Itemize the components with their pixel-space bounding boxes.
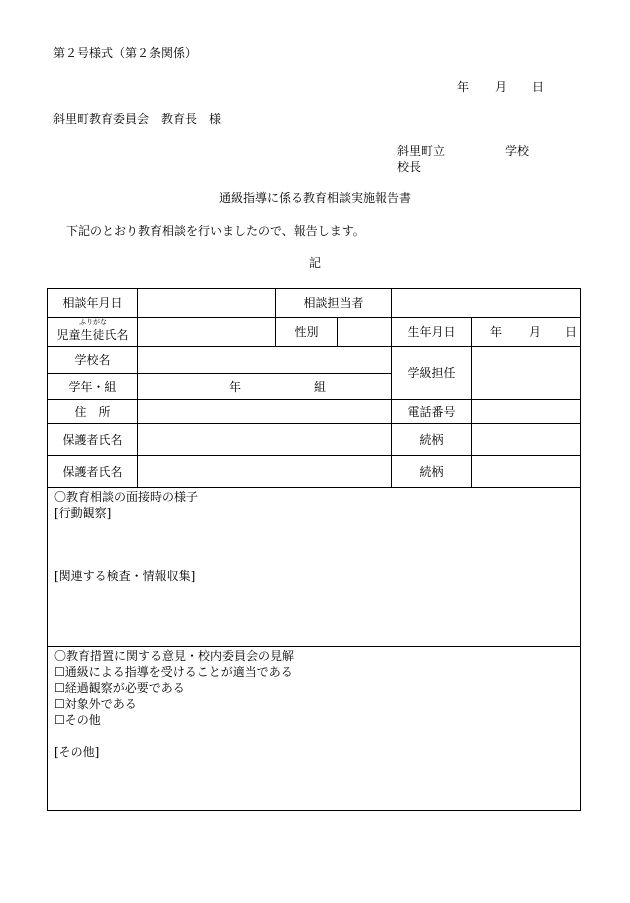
date-month: 月: [495, 80, 508, 94]
behavior-observation-label: [行動観察]: [54, 506, 112, 520]
birth-month-unit: 月: [529, 325, 542, 339]
gender-field[interactable]: [338, 318, 391, 346]
addressee: 斜里町教育委員会 教育長 様: [53, 112, 222, 126]
class-unit: 組: [314, 380, 327, 394]
report-form-table: [47, 288, 581, 811]
grade-unit: 年: [229, 380, 242, 394]
date-day: 日: [532, 80, 545, 94]
option-not-applicable[interactable]: ☐対象外である: [54, 697, 137, 711]
option-other[interactable]: ☐その他: [54, 713, 101, 727]
option-observation[interactable]: ☐経過観察が必要である: [54, 681, 185, 695]
interview-heading: 〇教育相談の面接時の様子: [54, 490, 199, 504]
grade-class-label: 学年・組: [68, 379, 117, 394]
guardian1-field[interactable]: [138, 424, 391, 455]
guardian2-label: 保護者氏名: [62, 464, 123, 479]
birth-year-unit: 年: [490, 325, 503, 339]
relation2-label: 続柄: [419, 464, 444, 479]
document-title: 通級指導に係る教育相談実施報告書: [219, 191, 412, 205]
sender-school-suffix: 学校: [505, 144, 530, 158]
consult-date-field[interactable]: [138, 289, 275, 317]
student-name-label: 児童生徒氏名: [56, 328, 129, 342]
furigana-label: ふりがな: [79, 318, 107, 326]
phone-field[interactable]: [472, 400, 580, 423]
sender-principal: 校長: [397, 160, 422, 174]
opinion-heading: 〇教育措置に関する意見・校内委員会の見解: [54, 649, 295, 663]
consultant-field[interactable]: [392, 289, 580, 317]
guardian2-field[interactable]: [138, 456, 391, 487]
date-year: 年: [457, 80, 470, 94]
address-label: 住 所: [74, 404, 111, 419]
address-field[interactable]: [138, 400, 391, 423]
intro-text: 下記のとおり教育相談を行いましたので、報告します。: [66, 224, 365, 238]
guardian1-label: 保護者氏名: [62, 432, 123, 447]
other-label: [その他]: [54, 745, 100, 759]
relation2-field[interactable]: [472, 456, 580, 487]
consultant-label: 相談担当者: [303, 296, 364, 310]
ki-label: 記: [309, 256, 322, 270]
gender-label: 性別: [294, 325, 319, 339]
class-teacher-label: 学級担任: [407, 366, 456, 380]
related-tests-label: [関連する検査・情報収集]: [54, 569, 196, 583]
relation1-field[interactable]: [472, 424, 580, 455]
birthdate-label: 生年月日: [407, 325, 456, 339]
birth-day-unit: 日: [565, 325, 578, 339]
consult-date-label: 相談年月日: [62, 296, 123, 310]
class-teacher-field[interactable]: [472, 347, 580, 399]
form-number: 第２号様式（第２条関係）: [53, 46, 198, 60]
student-name-field[interactable]: [138, 318, 275, 346]
relation1-label: 続柄: [419, 432, 444, 447]
sender-school: 斜里町立: [397, 144, 446, 158]
option-appropriate[interactable]: ☐通級による指導を受けることが適当である: [54, 665, 293, 679]
school-name-label: 学校名: [74, 353, 111, 367]
phone-label: 電話番号: [407, 404, 456, 419]
school-name-field[interactable]: [138, 347, 391, 373]
